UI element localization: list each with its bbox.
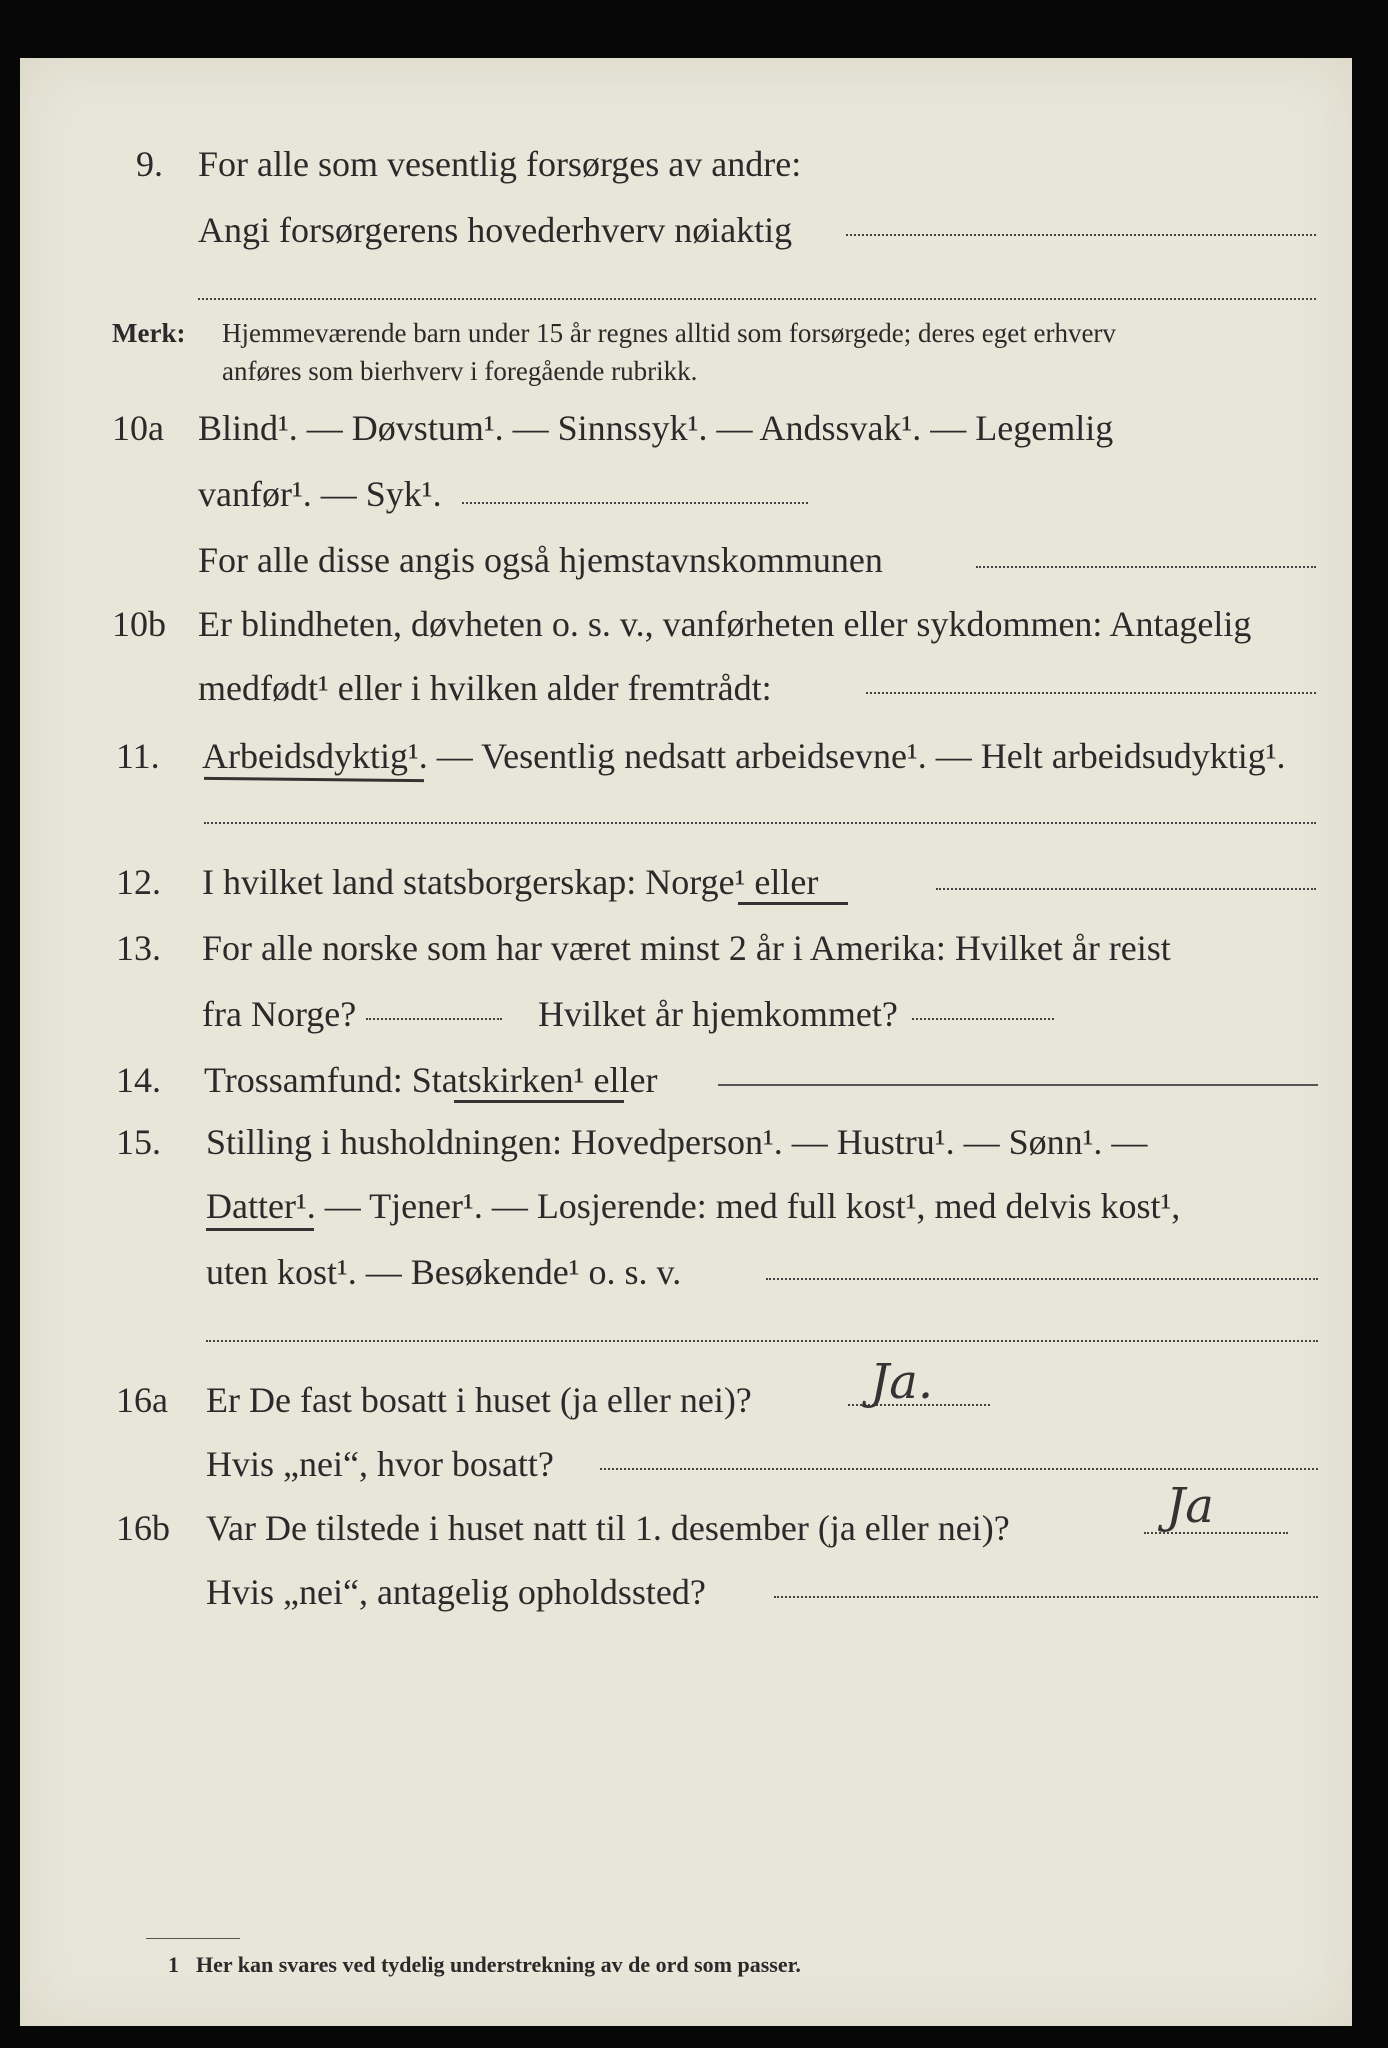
q14-underline-mark <box>454 1100 624 1103</box>
q12-underline-mark <box>738 902 848 905</box>
q16a-line2: Hvis „nei“, hvor bosatt? <box>206 1444 554 1484</box>
q12-number: 12. <box>116 862 161 902</box>
q13-year-left-line[interactable] <box>366 1018 502 1020</box>
q14-text: Trossamfund: Statskirken¹ eller <box>204 1060 658 1100</box>
q9-answer-line[interactable] <box>846 234 1316 236</box>
q15-answer-line[interactable] <box>766 1278 1318 1280</box>
q13-line2b: Hvilket år hjemkommet? <box>538 994 898 1034</box>
merk-label: Merk: <box>112 318 186 348</box>
q10b-answer-line[interactable] <box>866 692 1316 694</box>
q10b-line1: Er blindheten, døvheten o. s. v., vanførheten eller sykdommen: Antagelig <box>198 604 1252 644</box>
q16b-number: 16b <box>116 1508 170 1548</box>
q10a-home-line[interactable] <box>976 566 1316 568</box>
q16a-number: 16a <box>116 1380 168 1420</box>
q10b-number: 10b <box>112 604 166 644</box>
q13-number: 13. <box>116 928 161 968</box>
q10a-answer-line[interactable] <box>462 502 808 504</box>
q16b-line1: Var De tilstede i huset natt til 1. desember (ja eller nei)? <box>206 1508 1010 1548</box>
q16a-handwritten-answer: Ja. <box>870 1354 934 1410</box>
q15-line1: Stilling i husholdningen: Hovedperson¹. — Hustru¹. — Sønn¹. — <box>206 1122 1148 1162</box>
q11-answer-line[interactable] <box>204 822 1316 824</box>
q9-line2: Angi forsørgerens hovederhverv nøiaktig <box>198 210 793 250</box>
q16a-where-line[interactable] <box>600 1468 1318 1470</box>
q16a-line1: Er De fast bosatt i huset (ja eller nei)? <box>206 1380 752 1420</box>
q9-answer-line-2[interactable] <box>198 298 1316 300</box>
q11-underline-mark <box>204 777 424 782</box>
q15-number: 15. <box>116 1122 161 1162</box>
merk-line2: anføres som bierhverv i foregående rubrikk. <box>222 356 698 386</box>
q16b-handwritten-answer: Ja <box>1166 1478 1214 1534</box>
q10a-line2: vanfør¹. — Syk¹. <box>198 474 442 514</box>
q15-answer-line-2[interactable] <box>206 1340 1318 1342</box>
footnote-rule <box>146 1938 240 1939</box>
q10a-number: 10a <box>112 408 164 448</box>
q11-text: Arbeidsdyktig¹. — Vesentlig nedsatt arbeidsevne¹. — Helt arbeidsudyktig¹. <box>202 736 1286 776</box>
q12-text: I hvilket land statsborgerskap: Norge¹ eller <box>202 862 819 902</box>
footnote-mark: 1 <box>168 1952 179 1977</box>
q16b-where-line[interactable] <box>774 1596 1318 1598</box>
merk-line1: Hjemmeværende barn under 15 år regnes alltid som forsørgede; deres eget erhverv <box>222 318 1116 348</box>
footnote-text: Her kan svares ved tydelig understrekning av de ord som passer. <box>196 1952 801 1977</box>
q13-line2a: fra Norge? <box>202 994 357 1034</box>
q13-year-returned-line[interactable] <box>912 1018 1054 1020</box>
q14-number: 14. <box>116 1060 161 1100</box>
q10a-line3: For alle disse angis også hjemstavnskommunen <box>198 540 883 580</box>
q12-answer-line[interactable] <box>936 888 1316 890</box>
q10b-line2: medfødt¹ eller i hvilken alder fremtrådt: <box>198 668 772 708</box>
q15-underline-mark <box>206 1228 314 1231</box>
q15-line2: Datter¹. — Tjener¹. — Losjerende: med full kost¹, med delvis kost¹, <box>206 1186 1181 1226</box>
q10a-line1: Blind¹. — Døvstum¹. — Sinnssyk¹. — Andssvak¹. — Legemlig <box>198 408 1114 448</box>
census-form-page <box>20 58 1352 2026</box>
q15-line3: uten kost¹. — Besøkende¹ o. s. v. <box>206 1252 682 1292</box>
q9-line1: For alle som vesentlig forsørges av andre: <box>198 144 802 184</box>
q11-number: 11. <box>116 736 160 776</box>
q14-answer-line[interactable] <box>718 1084 1318 1086</box>
q13-line1: For alle norske som har været minst 2 år i Amerika: Hvilket år reist <box>202 928 1171 968</box>
q16b-line2: Hvis „nei“, antagelig opholdssted? <box>206 1572 706 1612</box>
q9-number: 9. <box>136 144 163 184</box>
